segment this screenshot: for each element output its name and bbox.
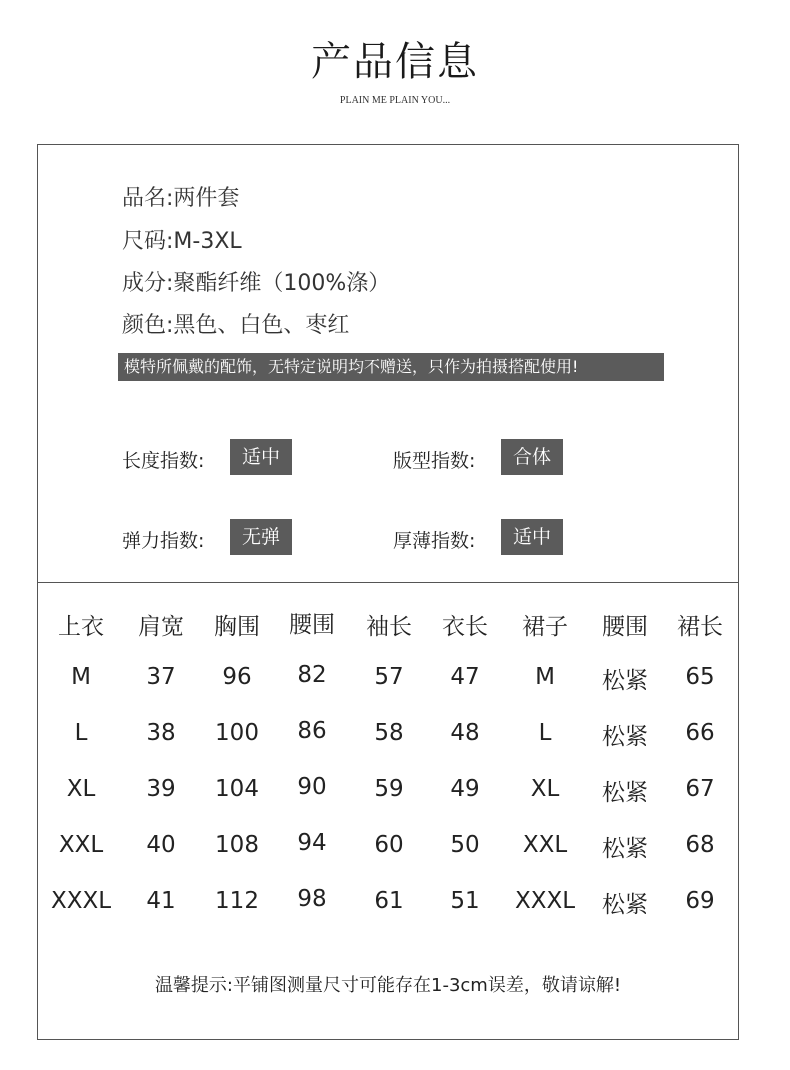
table-cell: 松紧 xyxy=(602,892,648,918)
table-cell: 50 xyxy=(450,832,480,858)
table-cell: 58 xyxy=(374,720,404,746)
table-cell: 60 xyxy=(374,832,404,858)
table-cell: 61 xyxy=(374,888,404,914)
spec-product-name: 品名:两件套 xyxy=(122,186,240,211)
table-cell: 40 xyxy=(146,832,176,858)
table-cell: M xyxy=(535,664,555,690)
table-cell: 96 xyxy=(222,664,252,690)
table-cell: 49 xyxy=(450,776,480,802)
table-cell: 41 xyxy=(146,888,176,914)
table-cell: 112 xyxy=(215,888,259,914)
table-cell: XXXL xyxy=(514,888,576,914)
spec-colors: 颜色:黑色、白色、枣红 xyxy=(122,313,350,338)
thickness-index-value: 适中 xyxy=(501,519,563,555)
table-header-cell: 裙子 xyxy=(522,614,568,640)
table-cell: 82 xyxy=(297,662,327,688)
table-cell: 38 xyxy=(146,720,176,746)
table-header-cell: 肩宽 xyxy=(138,614,184,640)
measurement-disclaimer: 温馨提示:平铺图测量尺寸可能存在1-3cm误差，敬请谅解! xyxy=(154,975,622,996)
table-cell: 68 xyxy=(685,832,715,858)
table-header-cell: 胸围 xyxy=(214,614,260,640)
product-info-panel xyxy=(37,144,739,1040)
table-cell: M xyxy=(71,664,91,690)
table-cell: 57 xyxy=(374,664,404,690)
table-cell: 67 xyxy=(685,776,715,802)
spec-size-range: 尺码:M-3XL xyxy=(122,229,242,254)
table-cell: 47 xyxy=(450,664,480,690)
table-cell: 松紧 xyxy=(602,668,648,694)
table-cell: 65 xyxy=(685,664,715,690)
fit-index-label: 版型指数: xyxy=(393,450,476,472)
table-header-cell: 衣长 xyxy=(442,614,488,640)
table-header-cell: 裙长 xyxy=(677,614,723,640)
table-cell: XXL xyxy=(58,832,104,858)
table-cell: 98 xyxy=(297,886,327,912)
table-cell: 90 xyxy=(297,774,327,800)
table-cell: L xyxy=(538,720,552,746)
fit-index-value: 合体 xyxy=(501,439,563,475)
table-cell: 86 xyxy=(297,718,327,744)
stretch-index-value: 无弹 xyxy=(230,519,292,555)
accessory-notice: 模特所佩戴的配饰，无特定说明均不赠送，只作为拍摄搭配使用! xyxy=(118,353,664,381)
table-cell: XL xyxy=(530,776,560,802)
table-cell: XXXL xyxy=(50,888,112,914)
table-cell: 100 xyxy=(215,720,259,746)
table-cell: 69 xyxy=(685,888,715,914)
table-cell: 104 xyxy=(215,776,259,802)
table-header-cell: 上衣 xyxy=(58,614,104,640)
stretch-index-label: 弹力指数: xyxy=(122,530,205,552)
table-header-cell: 袖长 xyxy=(366,614,412,640)
table-cell: 松紧 xyxy=(602,836,648,862)
table-cell: XXL xyxy=(522,832,568,858)
table-cell: 66 xyxy=(685,720,715,746)
table-cell: 松紧 xyxy=(602,724,648,750)
section-divider xyxy=(38,582,738,583)
table-header-cell: 腰围 xyxy=(602,614,648,640)
table-cell: 51 xyxy=(450,888,480,914)
table-header-cell: 腰围 xyxy=(289,612,335,638)
table-cell: L xyxy=(74,720,88,746)
table-cell: 37 xyxy=(146,664,176,690)
table-cell: 39 xyxy=(146,776,176,802)
page-title: 产品信息 xyxy=(311,39,479,85)
table-cell: XL xyxy=(66,776,96,802)
table-cell: 松紧 xyxy=(602,780,648,806)
thickness-index-label: 厚薄指数: xyxy=(393,530,476,552)
table-cell: 59 xyxy=(374,776,404,802)
page-subtitle: PLAIN ME PLAIN YOU... xyxy=(339,95,451,106)
length-index-label: 长度指数: xyxy=(122,450,205,472)
table-cell: 94 xyxy=(297,830,327,856)
table-cell: 108 xyxy=(215,832,259,858)
spec-material: 成分:聚酯纤维（100%涤） xyxy=(122,271,391,296)
table-cell: 48 xyxy=(450,720,480,746)
length-index-value: 适中 xyxy=(230,439,292,475)
